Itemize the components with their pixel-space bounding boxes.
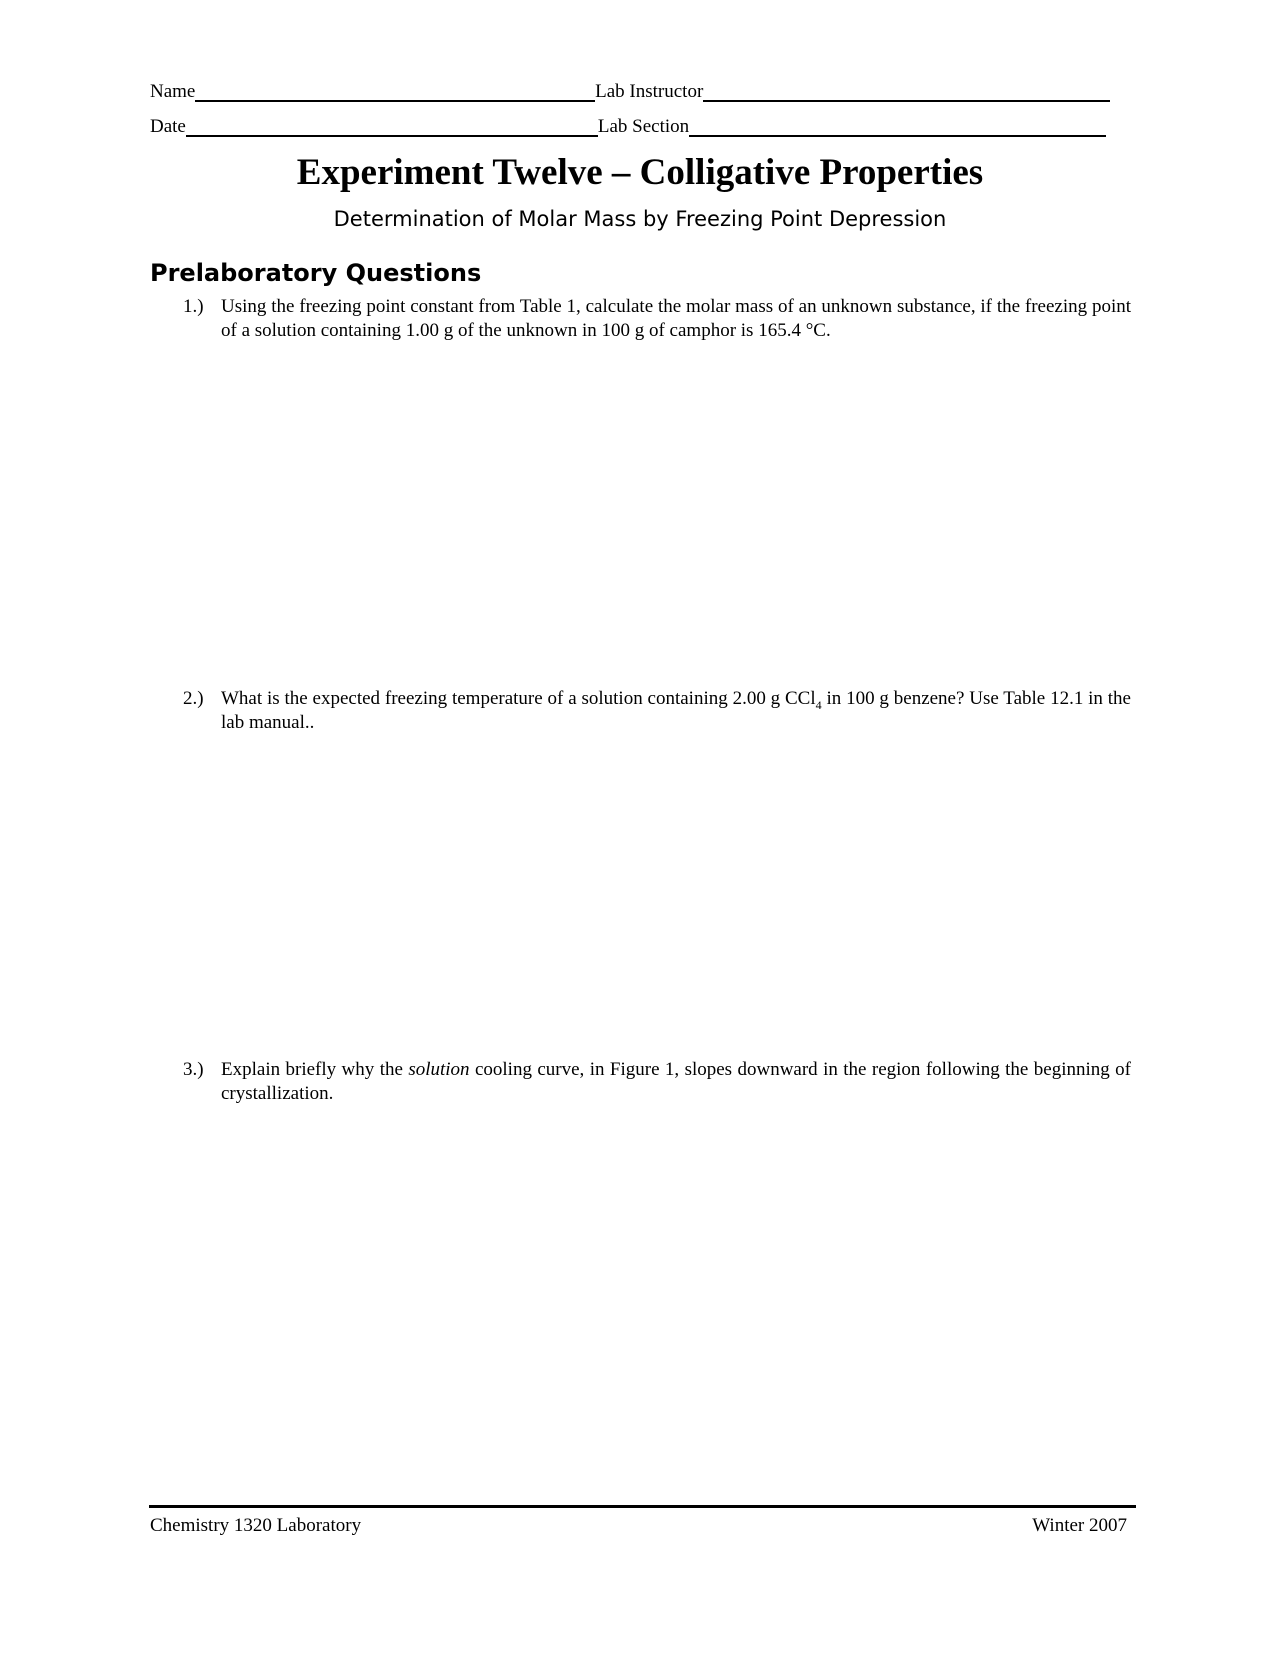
footer-term: Winter 2007: [1032, 1515, 1127, 1536]
date-field[interactable]: [186, 115, 598, 137]
question-text-part: What is the expected freezing temperature of a solution containing 2.00 g CCl: [221, 688, 816, 709]
page-subtitle: Determination of Molar Mass by Freezing Point Depression: [333, 207, 947, 231]
lab-section-label: Lab Section: [597, 116, 690, 137]
question-1: [183, 295, 1131, 343]
header-row-date: [150, 115, 1110, 139]
question-text: Using the freezing point constant from Table 1, calculate the molar mass of an unknown substance, if the freezing point of a solution containing 1.00 g of the unknown in 100 g of camphor is 165.4 °C.: [221, 296, 1131, 341]
lab-instructor-field[interactable]: [703, 80, 1110, 102]
section-heading: Prelaboratory Questions: [150, 259, 482, 287]
question-number: 2.): [183, 688, 204, 709]
page-title: Experiment Twelve – Colligative Properties: [296, 152, 984, 193]
question-number: 1.): [183, 296, 204, 317]
question-text-part: Explain briefly why the: [221, 1059, 409, 1080]
question-text-part: in 100 g benzene? Use Table 12.1 in the lab manual..: [221, 688, 1131, 733]
question-text: [221, 687, 1131, 735]
footer-course: Chemistry 1320 Laboratory: [150, 1515, 362, 1536]
question-text: [221, 1058, 1131, 1106]
subscript: 4: [815, 697, 822, 712]
header-row-name: [150, 80, 1110, 104]
lab-instructor-label: Lab Instructor: [595, 81, 704, 102]
question-text-part: cooling curve, in Figure 1, slopes downward in the region following the beginning of crystallization.: [221, 1059, 1131, 1104]
question-number: 3.): [183, 1059, 204, 1080]
date-label: Date: [150, 116, 186, 137]
question-2: [183, 687, 1131, 735]
footer-rule: [149, 1505, 1136, 1508]
name-field[interactable]: [195, 80, 595, 102]
italic-word: solution: [408, 1059, 470, 1080]
lab-section-field[interactable]: [689, 115, 1106, 137]
question-3: [183, 1058, 1131, 1106]
name-label: Name: [150, 81, 196, 102]
